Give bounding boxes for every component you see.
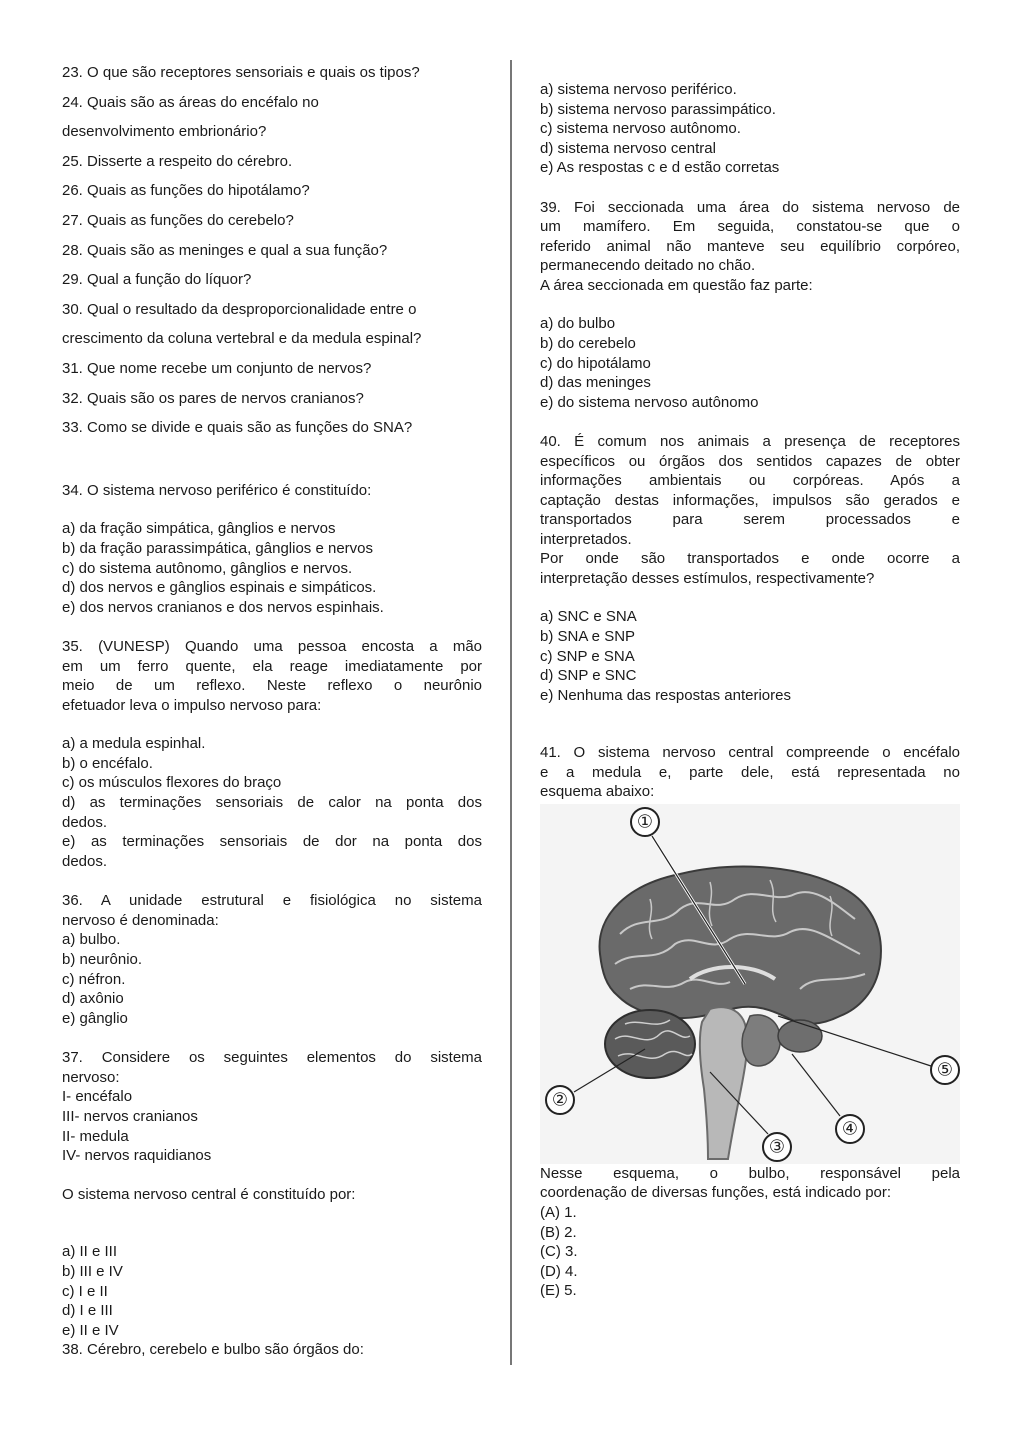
question-24-line1: 24. Quais são as áreas do encéfalo no (62, 93, 319, 111)
option-d: d) I e III (62, 1302, 113, 1320)
option-c: c) SNP e SNA (540, 647, 635, 665)
element-2: II- medula (62, 1127, 129, 1145)
question-40-stem: 40. É comum nos animais a presença de receptores específicos ou órgãos dos sentidos capazes de obter informações ambientais ou corpóreas. Após a captação destas informações, impulsos são gerados e transportados para serem processados e interpretados. Por onde são transportados e onde ocorre a interpretação desses estímulos, respectivamente? (540, 433, 960, 587)
question-36-stem: 36. A unidade estrutural e fisiológica no sistema nervoso é denominada: (62, 892, 482, 929)
question-39-options (540, 314, 960, 412)
question-41-stem: 41. O sistema nervoso central compreende o encéfalo e a medula e, parte dele, está representada no esquema abaixo: (540, 744, 960, 801)
question-35 (62, 637, 482, 871)
question-27: 27. Quais as funções do cerebelo? (62, 211, 294, 229)
question-37-stem: 37. Considere os seguintes elementos do sistema nervoso: (62, 1049, 482, 1086)
question-37-options (62, 1242, 482, 1340)
option-d-cont: dedos. (62, 813, 108, 831)
question-34-stem: 34. O sistema nervoso periférico é constituído: (62, 481, 372, 499)
option-c: (C) 3. (540, 1243, 578, 1261)
option-e: e) As respostas c e d estão corretas (540, 159, 780, 177)
question-32: 32. Quais são os pares de nervos cranianos? (62, 389, 364, 407)
option-a: a) SNC e SNA (540, 608, 637, 626)
question-37 (62, 1048, 482, 1340)
option-e: e) gânglio (62, 1009, 128, 1027)
option-b: b) o encéfalo. (62, 754, 153, 772)
option-b: b) da fração parassimpática, gânglios e nervos (62, 539, 374, 557)
option-c: c) os músculos flexores do braço (62, 774, 282, 792)
cerebrum-shape (600, 866, 881, 1023)
question-23: 23. O que são receptores sensoriais e quais os tipos? (62, 64, 420, 81)
option-e: e) II e IV (62, 1321, 119, 1339)
option-d: d) as terminações sensoriais de calor na ponta dos (62, 794, 482, 812)
question-41 (540, 743, 960, 1300)
question-38-stem: 38. Cérebro, cerebelo e bulbo são órgãos do: (62, 1341, 364, 1359)
svg-text:④: ④ (841, 1118, 859, 1140)
question-34-options (62, 519, 482, 617)
question-39-stem: 39. Foi seccionada uma área do sistema nervoso de um mamífero. Em seguida, constatou-se que o referido animal não manteve seu equilíbrio corpóreo, permanecendo deitado no chão. A área seccionada em questão faz parte: (540, 198, 960, 294)
option-c: c) néfron. (62, 970, 126, 988)
option-a: a) a medula espinhal. (62, 735, 206, 753)
question-30-line2: crescimento da coluna vertebral e da medula espinal? (62, 330, 422, 348)
svg-text:③: ③ (768, 1136, 786, 1158)
question-38-options (540, 80, 960, 178)
option-b: (B) 2. (540, 1223, 577, 1241)
option-c: c) sistema nervoso autônomo. (540, 120, 741, 138)
question-37-elements (62, 1087, 482, 1165)
option-d: d) axônio (62, 990, 124, 1008)
option-a: a) da fração simpática, gânglios e nervos (62, 520, 336, 538)
option-a: a) sistema nervoso periférico. (540, 81, 737, 98)
option-b: b) do cerebelo (540, 335, 636, 353)
question-28: 28. Quais são as meninges e qual a sua função? (62, 241, 388, 259)
question-33: 33. Como se divide e quais são as funções do SNA? (62, 419, 413, 437)
question-24-line2: desenvolvimento embrionário? (62, 123, 267, 141)
option-a: a) II e III (62, 1243, 118, 1261)
question-35-stem: 35. (VUNESP) Quando uma pessoa encosta a mão em um ferro quente, ela reage imediatamente por meio de um reflexo. Neste reflexo o neurônio efetuador leva o impulso nervoso para: (62, 638, 482, 714)
question-35-options (62, 734, 482, 871)
option-e-cont: dedos. (62, 852, 108, 870)
option-c: c) do hipotálamo (540, 354, 651, 372)
option-a: (A) 1. (540, 1203, 577, 1221)
option-b: b) neurônio. (62, 951, 143, 969)
question-26: 26. Quais as funções do hipotálamo? (62, 182, 310, 200)
element-4: IV- nervos raquidianos (62, 1147, 212, 1165)
column-divider (510, 60, 512, 1365)
brain-diagram (540, 804, 960, 1164)
option-b: b) III e IV (62, 1262, 123, 1280)
option-a: a) do bulbo (540, 315, 616, 333)
question-29: 29. Qual a função do líquor? (62, 271, 252, 289)
left-column (62, 58, 482, 1360)
element-1: I- encéfalo (62, 1088, 133, 1106)
question-39 (540, 198, 960, 412)
question-36 (62, 891, 482, 1028)
question-41-prompt: Nesse esquema, o bulbo, responsável pela coordenação de diversas funções, está indicado por: (540, 1164, 960, 1202)
element-3: III- nervos cranianos (62, 1108, 198, 1125)
question-40-options (540, 607, 960, 705)
question-40 (540, 432, 960, 705)
cerebellum-shape (605, 1010, 695, 1078)
option-d: d) dos nervos e gânglios espinais e simpáticos. (62, 579, 377, 597)
question-31: 31. Que nome recebe um conjunto de nervos? (62, 359, 372, 377)
option-e: e) Nenhuma das respostas anteriores (540, 686, 791, 704)
right-column (540, 80, 960, 1301)
question-30-line1: 30. Qual o resultado da desproporcionalidade entre o (62, 300, 417, 318)
option-a: a) bulbo. (62, 931, 121, 949)
question-34 (62, 481, 482, 618)
option-d: (D) 4. (540, 1262, 578, 1280)
svg-text:①: ① (636, 811, 654, 833)
option-e: (E) 5. (540, 1282, 577, 1300)
option-e: e) as terminações sensoriais de dor na ponta dos (62, 833, 482, 851)
option-b: b) sistema nervoso parassimpático. (540, 100, 776, 118)
question-36-options (62, 930, 482, 1028)
option-d: d) sistema nervoso central (540, 139, 716, 157)
question-25: 25. Disserte a respeito do cérebro. (62, 152, 293, 170)
short-questions (62, 58, 482, 443)
option-d: d) das meninges (540, 374, 651, 392)
option-c: c) I e II (62, 1282, 108, 1300)
svg-text:⑤: ⑤ (936, 1059, 954, 1081)
option-e: e) do sistema nervoso autônomo (540, 393, 759, 411)
question-41-options (540, 1203, 960, 1301)
option-e: e) dos nervos cranianos e dos nervos espinhais. (62, 598, 384, 616)
svg-text:②: ② (551, 1089, 569, 1111)
question-37-prompt: O sistema nervoso central é constituído por: (62, 1185, 356, 1203)
option-b: b) SNA e SNP (540, 628, 636, 646)
option-c: c) do sistema autônomo, gânglios e nervos. (62, 559, 353, 577)
option-d: d) SNP e SNC (540, 667, 637, 685)
